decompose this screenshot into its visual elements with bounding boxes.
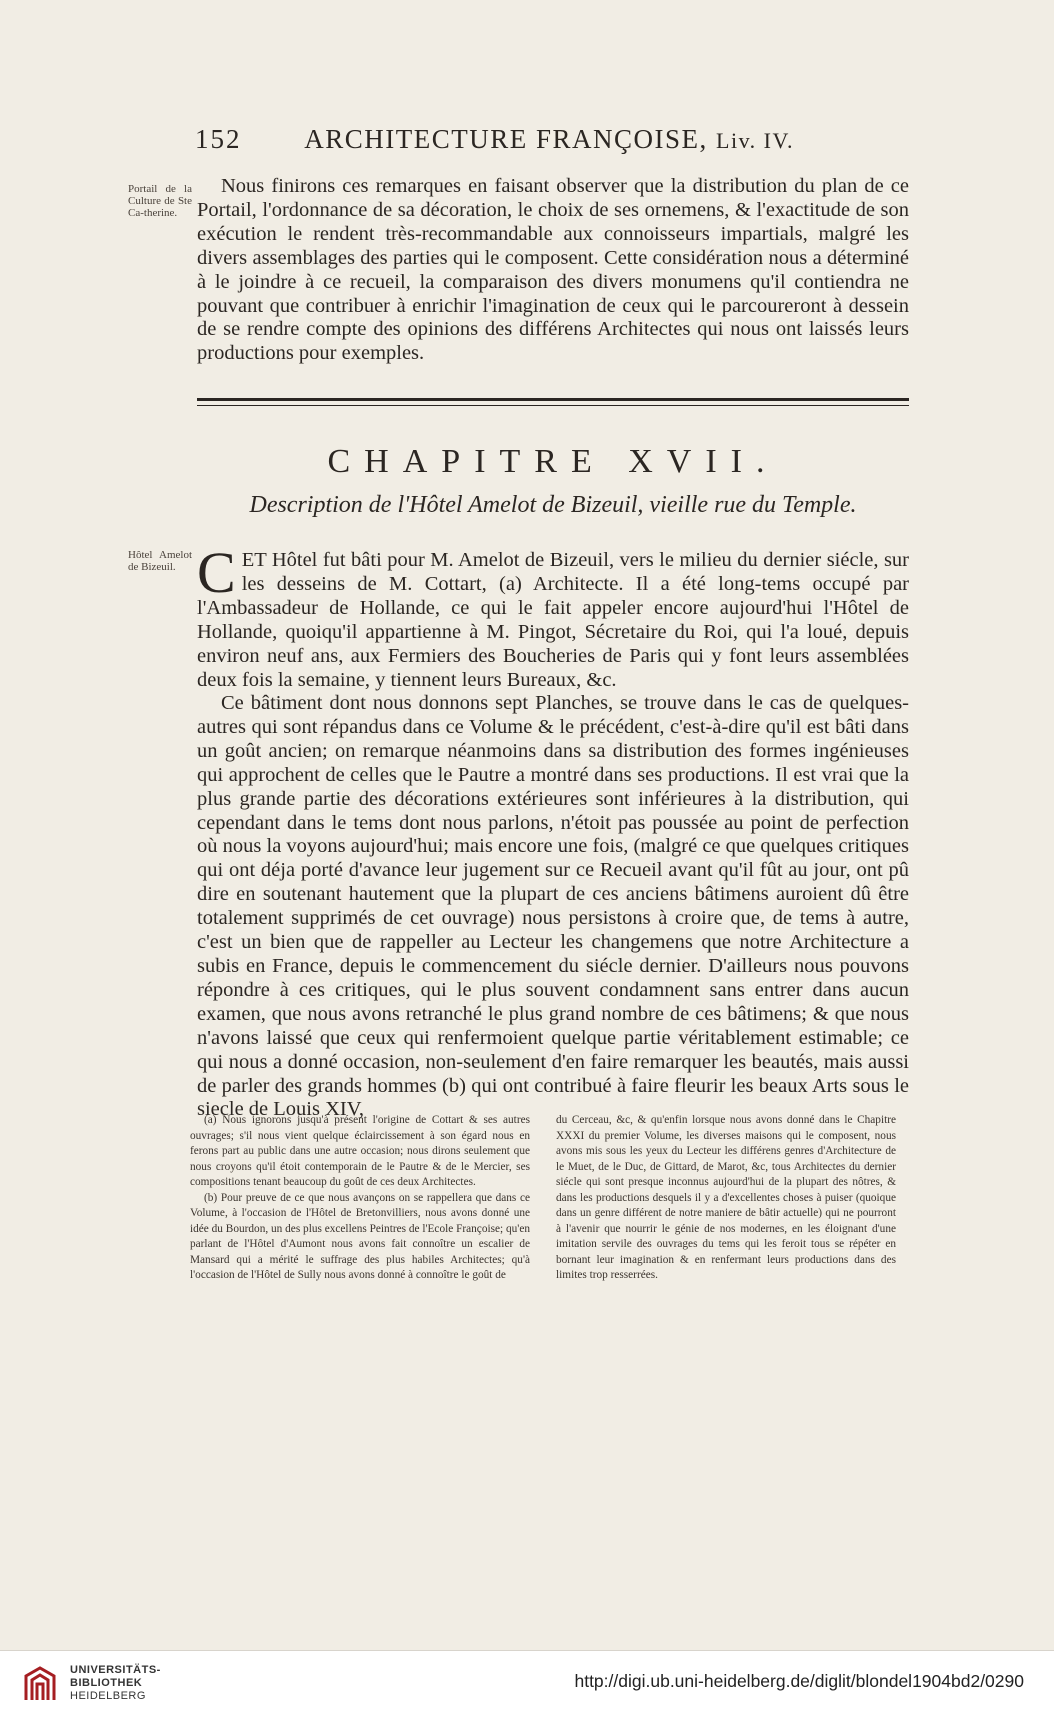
header-book: Liv. IV.: [716, 128, 795, 153]
chapter-subtitle: Description de l'Hôtel Amelot de Bizeuil, vieille rue du Temple.: [249, 492, 857, 518]
chapter-title: CHAPITRE XVII.: [327, 443, 779, 480]
library-name: UNIVERSITÄTS- BIBLIOTHEK HEIDELBERG: [70, 1664, 161, 1702]
intro-paragraph: Nous finirons ces remarques en faisant observer que la distribution du plan de ce Portail, l'ordonnance de sa décoration, le choix de ses ornemens, & l'exactitude de son exécution le rendent très-recommandable aux connoisseurs impartials, malgré les divers assemblages des parties qui le composent. Cette considération nous a déterminé à le joindre à ce recueil, la comparaison des divers monumens qu'il contiendra ne pouvant que contribuer à enrichir l'imagination de ceux qui le parcoureront à dessein de se rendre compte des opinions des différens Architectes qui nous ont laissés leurs productions pour exemples.: [197, 175, 909, 365]
running-head: [195, 124, 895, 155]
paragraph-2: Ce bâtiment dont nous donnons sept Planches, se trouve dans le cas de quelques-autres qui sont répandus dans ce Volume & le précédent, c'est-à-dire qu'il est bâti dans un goût ancien; on remarque néanmoins dans sa distribution des formes ingénieuses qui approchent de celles que le Pautre a montré dans ses productions. Il est vrai que la plus grande partie des décorations extérieures sont inférieures à la distribution, qui cependant dans le tems dont nous parlons, n'étoit pas poussée au point de perfection où nous la voyons aujourd'hui; mais encore une fois, (malgré ce que quelques critiques qui ont déja porté d'avance leur jugement sur ce Recueil avant qu'il fût au jour, ont pû dire en soutenant hautement que la plupart de ces anciens bâtimens auroient dû être totalement supprimés de cet ouvrage) nous persistons à croire que, de tems à autre, c'est un bien que de rappeller au Lecteur les changemens que notre Architecture a subis en France, depuis le commencement du siécle dernier. D'ailleurs nous pouvons répondre à ces critiques, qui le plus souvent condamnent sans entrer dans aucun examen, que nous avons retranché le plus grand nombre de ces bâtimens; & que nous n'avons laissé que ceux qui renfermoient quelque partie véritablement estimable; ce qui nous a donné occasion, non-seulement d'en faire remarquer les beautés, mais aussi de parler des grands hommes (b) qui ont contribué à faire fleurir les beaux Arts sous le siecle de Louis XIV,: [197, 692, 909, 1121]
section-rule-thick: [197, 398, 909, 401]
paragraph-1: [197, 540, 909, 692]
page-number: 152: [195, 124, 242, 154]
footnotes-left-column: [190, 1113, 530, 1284]
paragraph-1-text: ET Hôtel fut bâti pour M. Amelot de Bizeuil, vers le milieu du dernier siécle, sur les desseins de M. Cottart, (a) Architecte. Il a été long-tems occupé par l'Ambassadeur de Hollande, ce qui le fait appeler encore aujourd'hui l'Hôtel de Hollande, quoiqu'il appartienne à M. Pingot, Sécretaire du Roi, qui l'a loué, depuis environ neuf ans, aux Fermiers des Boucheries de Paris qui y font leurs assemblées deux fois la semaine, y tiennent leurs Bureaux, &c.: [197, 549, 909, 691]
footnotes-right-column: [556, 1113, 896, 1284]
margin-note-hotel: Hôtel Amelot de Bizeuil.: [128, 549, 192, 573]
footnote-a: (a) Nous ignorons jusqu'à présent l'origine de Cottart & ses autres ouvrages; s'il nous vient quelque éclaircissement à son égard nous en ferons part au public dans une autre occasion; nous dirons seulement que nous croyons qu'il étoit contemporain de le Pautre & de le Mercier, ses compositions tenant beaucoup du goût de ces deux Architectes.: [190, 1114, 530, 1188]
drop-cap: C: [197, 540, 236, 605]
footnote-b: (b) Pour preuve de ce que nous avançons on se rappellera que dans ce Volume, à l'occasion de l'Hôtel de Bretonvilliers, nous avons donné une idée du Bourdon, un des plus excellens Peintres de l'Ecole Françoise; qu'en parlant de l'Hôtel d'Aumont nous avons fait connoître un escalier de Mansard qui a mérité le suffrage des plus habiles Architectes; qu'à l'occasion de l'Hôtel de Sully nous avons donné à connoître le goût de: [190, 1191, 530, 1281]
university-library-logo-icon: [20, 1662, 64, 1706]
page-edge: [0, 1650, 1054, 1651]
margin-note-portail: Portail de la Culture de Ste Ca-therine.: [128, 183, 192, 219]
footnote-b-continued: du Cerceau, &c, & qu'enfin lorsque nous avons donné dans le Chapitre XXXI du premier Volume, les diverses maisons qui le composent, nous avons mis sous les yeux du Lecteur les différens genres d'Architecture de le Muet, de le Duc, de Gittard, de Marot, &c, tous Architectes du dernier siécle qui sont presque inconnus aujourd'hui de la plupart des nôtres, & dans les productions desquels il y a d'excellentes choses à puiser (quoique dans un genre différent de notre maniere de bâtir actuelle) qui ne pourront à l'avenir que nourrir le génie de nos modernes, en les éloignant d'une imitation servile des ouvrages du tems qui les feroit tous se répéter en bornant leur imagination & en renfermant leurs productions dans des limites trop resserrées.: [556, 1114, 896, 1281]
section-rule-thin: [197, 405, 909, 406]
source-url-link[interactable]: http://digi.ub.uni-heidelberg.de/diglit/blondel1904bd2/0290: [574, 1671, 1024, 1691]
header-title: ARCHITECTURE FRANÇOISE,: [304, 124, 708, 154]
